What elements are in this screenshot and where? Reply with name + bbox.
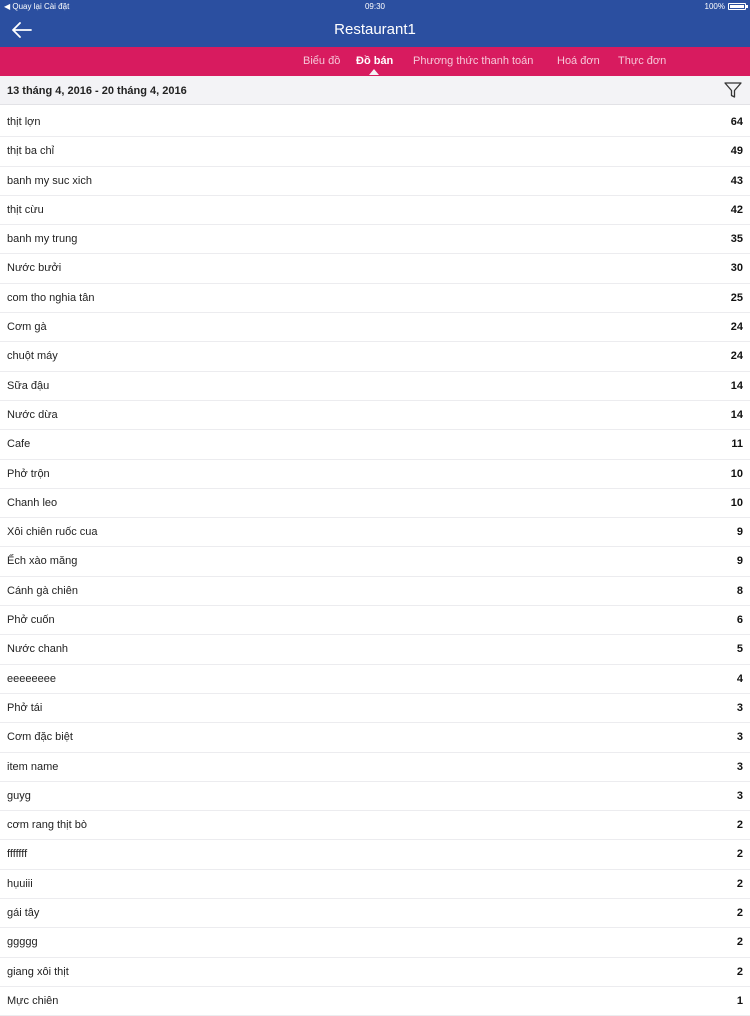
list-item[interactable] (0, 518, 750, 547)
item-name: chuột máy (7, 350, 58, 363)
item-quantity: 3 (736, 731, 743, 744)
item-quantity: 3 (736, 760, 743, 773)
list-item[interactable] (0, 840, 750, 869)
item-name: guyg (7, 789, 31, 802)
item-quantity: 14 (730, 408, 743, 421)
list-item[interactable] (0, 196, 750, 225)
item-name: Phở trộn (7, 467, 50, 480)
tab-items-sold[interactable]: Đồ bán (356, 55, 394, 67)
battery-percent: 100% (704, 2, 725, 11)
filter-button[interactable] (723, 80, 743, 100)
list-item[interactable] (0, 723, 750, 752)
tab-bar (0, 47, 750, 76)
item-quantity: 3 (736, 789, 743, 802)
list-item[interactable] (0, 547, 750, 576)
item-name: thịt ba chỉ (7, 145, 55, 158)
item-name: Phở cuốn (7, 614, 55, 627)
item-name: item name (7, 760, 59, 773)
item-quantity: 2 (736, 936, 743, 949)
item-name: gái tây (7, 907, 40, 920)
tab-menu[interactable]: Thực đơn (618, 55, 667, 67)
tab-invoices[interactable]: Hoá đơn (557, 55, 600, 67)
item-name: Cơm đặc biệt (7, 731, 73, 744)
list-item[interactable] (0, 137, 750, 166)
item-quantity: 2 (736, 877, 743, 890)
item-quantity: 30 (730, 262, 743, 275)
tab-chart[interactable]: Biểu đồ (303, 55, 341, 67)
item-name: cơm rang thịt bò (7, 819, 87, 832)
tab-payment-methods[interactable]: Phương thức thanh toán (413, 55, 534, 67)
list-item[interactable] (0, 811, 750, 840)
battery-icon (728, 3, 746, 10)
item-name: thịt cừu (7, 203, 44, 216)
list-item[interactable] (0, 430, 750, 459)
item-name: Chanh leo (7, 496, 58, 509)
item-quantity: 64 (730, 116, 743, 128)
date-range[interactable]: 13 tháng 4, 2016 - 20 tháng 4, 2016 (7, 85, 187, 97)
items-sold-list (0, 108, 750, 1016)
item-quantity: 43 (730, 174, 743, 187)
list-item[interactable] (0, 958, 750, 987)
list-item[interactable] (0, 460, 750, 489)
filter-icon (723, 80, 743, 100)
list-item[interactable] (0, 753, 750, 782)
status-time: 09:30 (364, 2, 386, 11)
list-item[interactable] (0, 635, 750, 664)
list-item[interactable] (0, 254, 750, 283)
item-quantity: 10 (730, 496, 743, 509)
item-name: Sữa đậu (7, 379, 50, 392)
list-item[interactable] (0, 225, 750, 254)
item-quantity: 25 (730, 291, 743, 304)
item-name: fffffff (7, 848, 28, 861)
list-item[interactable] (0, 167, 750, 196)
item-quantity: 35 (730, 233, 743, 246)
item-quantity: 2 (736, 848, 743, 861)
item-name: Nước bưởi (7, 262, 62, 275)
item-quantity: 2 (736, 907, 743, 920)
item-name: ggggg (7, 936, 38, 949)
list-item[interactable] (0, 108, 750, 137)
item-quantity: 24 (730, 321, 743, 334)
item-name: Phở tái (7, 701, 43, 714)
item-name: Ếch xào măng (7, 555, 78, 568)
item-name: Nước chanh (7, 643, 69, 656)
item-name: eeeeeeee (7, 672, 56, 685)
list-item[interactable] (0, 577, 750, 606)
item-quantity: 24 (730, 350, 743, 363)
list-item[interactable] (0, 342, 750, 371)
item-name: com tho nghia tân (7, 291, 95, 304)
status-back-app-label: Quay lại Cài đặt (12, 2, 70, 11)
active-tab-indicator (369, 69, 379, 75)
page-title: Restaurant1 (334, 21, 416, 38)
item-name: banh my suc xich (7, 174, 92, 187)
date-filter-bar (0, 76, 750, 105)
item-name: Nước dừa (7, 408, 58, 421)
item-quantity: 11 (731, 438, 743, 451)
list-item[interactable] (0, 489, 750, 518)
item-quantity: 2 (736, 819, 743, 832)
item-name: Xôi chiên ruốc cua (7, 526, 98, 539)
list-item[interactable] (0, 782, 750, 811)
item-quantity: 6 (736, 614, 743, 627)
item-name: banh my trung (7, 233, 78, 246)
item-quantity: 1 (736, 994, 743, 1007)
list-item[interactable] (0, 313, 750, 342)
item-name: hụuiii (7, 877, 33, 890)
item-name: Cafe (7, 438, 31, 451)
item-quantity: 14 (730, 379, 743, 392)
list-item[interactable] (0, 928, 750, 957)
item-quantity: 2 (736, 965, 743, 978)
item-name: Mực chiên (7, 994, 59, 1007)
item-name: Cơm gà (7, 321, 47, 334)
item-quantity: 10 (730, 467, 743, 480)
list-item[interactable] (0, 284, 750, 313)
item-name: Cánh gà chiên (7, 584, 78, 597)
item-quantity: 8 (736, 584, 743, 597)
item-name: thịt lợn (7, 116, 41, 128)
item-quantity: 42 (730, 203, 743, 216)
item-quantity: 3 (736, 701, 743, 714)
list-item[interactable] (0, 899, 750, 928)
item-quantity: 5 (736, 643, 743, 656)
status-bar (0, 0, 750, 14)
list-item[interactable] (0, 870, 750, 899)
list-item[interactable] (0, 401, 750, 430)
list-item[interactable] (0, 665, 750, 694)
list-item[interactable] (0, 372, 750, 401)
item-quantity: 49 (730, 145, 743, 158)
list-item[interactable] (0, 606, 750, 635)
item-quantity: 9 (736, 526, 743, 539)
status-battery (705, 2, 746, 11)
list-item[interactable] (0, 694, 750, 723)
navigation-bar (0, 14, 750, 47)
list-item[interactable] (0, 987, 750, 1016)
item-name: giang xôi thịt (7, 965, 69, 978)
status-back-app[interactable]: ◀ Quay lại Cài đặt (4, 2, 70, 11)
item-quantity: 9 (736, 555, 743, 568)
item-quantity: 4 (736, 672, 743, 685)
